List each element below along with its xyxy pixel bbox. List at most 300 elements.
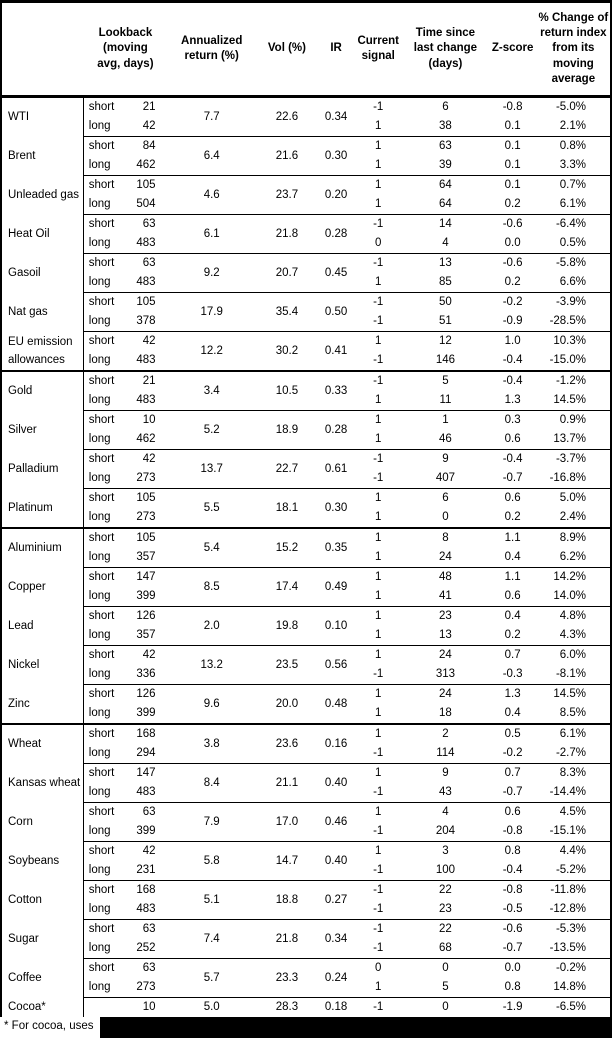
- cell-commodity-name: Copper: [1, 568, 83, 607]
- cell-pct-change: -5.8%: [537, 254, 611, 274]
- cell-annualized-return: 7.4: [168, 920, 256, 959]
- cell-side: long: [88, 354, 111, 366]
- cell-zscore: 0.1: [504, 120, 521, 132]
- cell-zscore: 0.0: [489, 959, 537, 979]
- cell-zscore: 0.4: [504, 551, 521, 563]
- cell-current-signal: 1: [354, 646, 402, 666]
- cell-lookback: 483: [136, 237, 156, 249]
- cell-side: short: [83, 842, 127, 862]
- cell-time-since-change: 114: [436, 747, 455, 759]
- cell-ir: 0.46: [318, 803, 354, 842]
- header-pct-change: % Change of return index from its moving average: [537, 2, 611, 97]
- cell-ir: 0.34: [324, 110, 348, 123]
- cell-vol: 17.4: [256, 568, 318, 607]
- cell-lookback: 399: [136, 825, 156, 837]
- cell-current-signal: -1: [373, 354, 384, 366]
- cell-time-since-change: 23: [402, 607, 488, 627]
- header-annualized-return: Annualized return (%): [168, 2, 256, 97]
- cell-zscore: 0.0: [504, 237, 521, 249]
- cell-lookback: 273: [136, 511, 156, 523]
- cell-side: long: [88, 786, 111, 798]
- cell-time-since-change: 13: [402, 254, 488, 274]
- cell-time-since-change: 313: [435, 668, 455, 680]
- table-row: [1, 411, 611, 431]
- cell-lookback: 399: [136, 707, 156, 719]
- cell-zscore: -0.8: [489, 881, 537, 901]
- cell-lookback: 147: [127, 764, 167, 784]
- cell-lookback: 483: [136, 394, 156, 406]
- cell-commodity-name: Nat gas: [1, 293, 83, 332]
- cell-current-signal: 1: [354, 803, 402, 823]
- cell-pct-change: -15.1%: [549, 825, 586, 837]
- table-row: [1, 607, 611, 627]
- cell-time-since-change: 51: [439, 315, 452, 327]
- cell-vol: 21.6: [256, 137, 318, 176]
- cell-vol: 30.2: [256, 332, 318, 372]
- table-row: [1, 842, 611, 862]
- cell-lookback: 42: [127, 646, 167, 666]
- cell-ir: 0.24: [318, 959, 354, 998]
- cell-zscore: 0.1: [489, 137, 537, 157]
- cell-lookback: 126: [127, 685, 167, 705]
- cell-time-since-change: 9: [402, 450, 488, 470]
- cell-zscore: -0.9: [502, 315, 523, 327]
- cell-pct-change: 14.8%: [553, 981, 586, 993]
- cell-time-since-change: 68: [439, 942, 452, 954]
- table-row: [1, 803, 611, 823]
- cell-side: short: [83, 332, 127, 352]
- cell-zscore: 0.3: [489, 411, 537, 431]
- cell-zscore: 0.2: [504, 198, 521, 210]
- cell-time-since-change: 13: [439, 629, 452, 641]
- cell-pct-change: 8.9%: [537, 528, 611, 548]
- cell-vol: 23.3: [256, 959, 318, 998]
- cell-annualized-return: 8.4: [168, 764, 256, 803]
- cell-pct-change: 6.1%: [559, 198, 586, 210]
- cell-annualized-return: 5.1: [168, 881, 256, 920]
- cell-ir: 0.27: [318, 881, 354, 920]
- cell-zscore: -0.8: [502, 825, 523, 837]
- cell-lookback: 483: [136, 354, 156, 366]
- cell-lookback: 378: [136, 315, 156, 327]
- cell-pct-change: -5.0%: [555, 101, 586, 113]
- cell-pct-change: 4.3%: [559, 629, 586, 641]
- cell-ir: 0.50: [318, 293, 354, 332]
- cell-side: short: [83, 215, 127, 235]
- cell-current-signal: -1: [354, 920, 402, 940]
- table-row: [1, 685, 611, 705]
- cell-zscore: -0.7: [502, 942, 523, 954]
- cell-time-since-change: 5: [442, 981, 449, 993]
- cell-annualized-return: 9.6: [168, 685, 256, 725]
- cell-pct-change: -3.9%: [537, 293, 611, 313]
- cell-lookback: 294: [136, 747, 156, 759]
- cell-annualized-return: 17.9: [168, 293, 256, 332]
- cell-zscore: 0.1: [504, 159, 521, 171]
- cell-lookback: 63: [127, 254, 167, 274]
- cell-lookback: 357: [136, 629, 156, 641]
- cell-vol: 17.0: [256, 803, 318, 842]
- table-row: [1, 568, 611, 588]
- cell-pct-change: -14.4%: [549, 786, 586, 798]
- cell-vol: 23.6: [256, 724, 318, 764]
- cell-ir: 0.34: [318, 920, 354, 959]
- cell-commodity-name: Brent: [1, 137, 83, 176]
- cell-pct-change: 6.2%: [559, 551, 586, 563]
- cell-zscore: -0.6: [489, 920, 537, 940]
- table-row: [1, 450, 611, 470]
- cell-side: short: [83, 881, 127, 901]
- cell-lookback: 273: [136, 981, 156, 993]
- cell-pct-change: -0.2%: [537, 959, 611, 979]
- cell-pct-change: 4.4%: [537, 842, 611, 862]
- table-row: [1, 137, 611, 157]
- cell-commodity-name: Soybeans: [1, 842, 83, 881]
- table-row: [1, 215, 611, 235]
- cell-time-since-change: 11: [439, 394, 452, 406]
- table-row: [1, 371, 611, 391]
- cell-ir: 0.56: [318, 646, 354, 685]
- cell-pct-change: -12.8%: [549, 903, 586, 915]
- header-row: [1, 2, 611, 97]
- cell-time-since-change: 6: [442, 101, 449, 113]
- cell-zscore: 0.6: [489, 489, 537, 509]
- cell-pct-change: 6.1%: [537, 724, 611, 744]
- cell-current-signal: -1: [373, 315, 384, 327]
- cell-annualized-return: 5.0: [168, 998, 256, 1018]
- cell-side: long: [88, 120, 111, 132]
- cell-vol: 18.9: [256, 411, 318, 450]
- cell-pct-change: 8.3%: [537, 764, 611, 784]
- cell-time-since-change: 22: [402, 920, 488, 940]
- cell-side: long: [88, 472, 111, 484]
- header-lookback: Lookback (moving avg, days): [83, 2, 167, 97]
- cell-time-since-change: 64: [439, 198, 452, 210]
- cell-lookback: 10: [127, 998, 167, 1018]
- cell-pct-change: 2.4%: [559, 511, 586, 523]
- cell-current-signal: 1: [375, 590, 382, 602]
- cell-lookback: 84: [127, 137, 167, 157]
- cell-side: short: [83, 254, 127, 274]
- cell-current-signal: 1: [375, 120, 382, 132]
- cell-time-since-change: 4: [402, 803, 488, 823]
- cell-ir: 0.20: [318, 176, 354, 215]
- cell-side: short: [83, 959, 127, 979]
- cell-ir: 0.28: [318, 411, 354, 450]
- cell-side: short: [88, 101, 115, 113]
- cell-time-since-change: 24: [402, 646, 488, 666]
- cell-zscore: 1.3: [489, 685, 537, 705]
- cell-lookback: 63: [127, 803, 167, 823]
- cell-current-signal: 1: [354, 528, 402, 548]
- cell-commodity-name: Lead: [1, 607, 83, 646]
- cell-zscore: 0.5: [489, 724, 537, 744]
- cell-annualized-return: 6.1: [168, 215, 256, 254]
- cell-current-signal: -1: [373, 747, 384, 759]
- cell-commodity-name: Platinum: [1, 489, 83, 529]
- cell-current-signal: -1: [373, 942, 384, 954]
- cell-ir: 0.48: [318, 685, 354, 725]
- cell-side: short: [83, 371, 127, 391]
- cell-side: long: [88, 551, 111, 563]
- cell-lookback: 483: [136, 786, 156, 798]
- cell-zscore: 1.1: [489, 528, 537, 548]
- table-row: [1, 332, 611, 352]
- cell-commodity-name: WTI: [1, 97, 83, 137]
- cell-time-since-change: 85: [439, 276, 452, 288]
- cell-side: [83, 998, 127, 1018]
- cell-current-signal: 1: [354, 842, 402, 862]
- cell-zscore: -0.4: [502, 354, 523, 366]
- cell-vol: 14.7: [256, 842, 318, 881]
- cell-lookback: 10: [127, 411, 167, 431]
- cell-zscore: -0.7: [502, 786, 523, 798]
- cell-current-signal: 1: [375, 159, 382, 171]
- cell-pct-change: -6.5%: [537, 998, 611, 1018]
- header-zscore: Z-score: [489, 2, 537, 97]
- cell-commodity-name: Gold: [1, 371, 83, 411]
- cell-current-signal: -1: [373, 786, 384, 798]
- cell-lookback: 462: [136, 159, 156, 171]
- cell-zscore: -0.4: [489, 450, 537, 470]
- cell-pct-change: 3.3%: [559, 159, 586, 171]
- cell-commodity-name: Sugar: [1, 920, 83, 959]
- cell-side: long: [88, 276, 111, 288]
- cell-commodity-name: Corn: [1, 803, 83, 842]
- table-row: [1, 489, 611, 509]
- cell-current-signal: 1: [375, 629, 382, 641]
- cell-zscore: 1.1: [489, 568, 537, 588]
- cell-side: short: [83, 528, 127, 548]
- cell-ir: 0.49: [318, 568, 354, 607]
- cell-commodity-name: Nickel: [1, 646, 83, 685]
- cell-commodity-name: Wheat: [1, 724, 83, 764]
- cell-lookback: 336: [136, 668, 156, 680]
- cell-current-signal: 1: [354, 332, 402, 352]
- cell-time-since-change: 0: [442, 511, 449, 523]
- cell-side: short: [83, 920, 127, 940]
- cell-side: short: [83, 137, 127, 157]
- cell-ir: 0.30: [318, 137, 354, 176]
- cell-current-signal: -1: [354, 293, 402, 313]
- cell-time-since-change: 48: [402, 568, 488, 588]
- cell-pct-change: 8.5%: [559, 707, 586, 719]
- cell-commodity-name: Silver: [1, 411, 83, 450]
- cell-vol: 23.7: [256, 176, 318, 215]
- cell-lookback: 126: [127, 607, 167, 627]
- cell-side: short: [83, 803, 127, 823]
- cell-zscore: -0.6: [489, 215, 537, 235]
- cell-zscore: 0.4: [504, 707, 521, 719]
- cell-ir: 0.40: [318, 842, 354, 881]
- cell-side: short: [83, 411, 127, 431]
- cell-annualized-return: 13.7: [168, 450, 256, 489]
- cell-current-signal: 1: [354, 724, 402, 744]
- header-vol: Vol (%): [256, 2, 318, 97]
- cell-commodity-name: Kansas wheat: [1, 764, 83, 803]
- cell-side: long: [88, 433, 111, 445]
- cell-zscore: -0.5: [502, 903, 523, 915]
- table-row: [1, 959, 611, 979]
- cell-lookback: 21: [142, 101, 156, 113]
- table-row: [1, 176, 611, 196]
- cell-time-since-change: 24: [402, 685, 488, 705]
- cell-zscore: 1.3: [504, 394, 521, 406]
- cell-side: long: [88, 942, 111, 954]
- cell-pct-change: 0.7%: [537, 176, 611, 196]
- cell-lookback: 42: [127, 842, 167, 862]
- cell-time-since-change: 18: [439, 707, 452, 719]
- cell-time-since-change: 0: [402, 998, 488, 1018]
- cell-time-since-change: 38: [439, 120, 452, 132]
- cell-zscore: 0.7: [489, 764, 537, 784]
- cell-pct-change: -3.7%: [537, 450, 611, 470]
- cell-annualized-return: 5.7: [168, 959, 256, 998]
- cell-ir: 0.33: [318, 371, 354, 411]
- cell-commodity-name: Cocoa*: [1, 998, 83, 1018]
- table-row: [1, 998, 611, 1018]
- cell-vol: 18.8: [256, 881, 318, 920]
- cell-pct-change: -8.1%: [555, 668, 586, 680]
- cell-annualized-return: 4.6: [168, 176, 256, 215]
- cell-time-since-change: 22: [402, 881, 488, 901]
- cell-side: long: [88, 394, 111, 406]
- cell-pct-change: 4.8%: [537, 607, 611, 627]
- cell-current-signal: 1: [354, 568, 402, 588]
- cell-time-since-change: 46: [439, 433, 452, 445]
- cell-side: short: [83, 176, 127, 196]
- cell-commodity-name: Heat Oil: [1, 215, 83, 254]
- redacted-bar: [0, 1017, 612, 1038]
- cell-annualized-return: 5.5: [168, 489, 256, 529]
- cell-commodity-name: Coffee: [1, 959, 83, 998]
- cell-lookback: 42: [142, 120, 156, 132]
- cell-lookback: 504: [136, 198, 156, 210]
- cell-lookback: 273: [136, 472, 156, 484]
- cell-current-signal: -1: [373, 825, 384, 837]
- cell-annualized-return: 7.9: [168, 803, 256, 842]
- table-row: [1, 97, 611, 118]
- cell-side: long: [88, 315, 111, 327]
- cell-zscore: -0.2: [489, 293, 537, 313]
- cell-current-signal: 1: [354, 137, 402, 157]
- cell-zscore: -1.9: [489, 998, 537, 1018]
- cell-time-since-change: 1: [402, 411, 488, 431]
- cell-lookback: 231: [136, 864, 156, 876]
- cell-pct-change: 2.1%: [559, 120, 586, 132]
- cell-vol: 18.1: [256, 489, 318, 529]
- cell-vol: 19.8: [256, 607, 318, 646]
- cell-zscore: 0.8: [504, 981, 521, 993]
- cell-current-signal: -1: [354, 450, 402, 470]
- cell-time-since-change: 41: [439, 590, 452, 602]
- cell-commodity-name: Palladium: [1, 450, 83, 489]
- cell-ir: 0.18: [318, 998, 354, 1018]
- cell-pct-change: -28.5%: [549, 315, 586, 327]
- cell-time-since-change: 6: [402, 489, 488, 509]
- cell-zscore: 0.6: [489, 803, 537, 823]
- cell-time-since-change: 39: [439, 159, 452, 171]
- table-row: [1, 920, 611, 940]
- cell-pct-change: -2.7%: [555, 747, 586, 759]
- cell-zscore: 0.4: [489, 607, 537, 627]
- cell-time-since-change: 5: [402, 371, 488, 391]
- cell-current-signal: -1: [354, 215, 402, 235]
- cell-zscore: 0.2: [504, 511, 521, 523]
- cell-zscore: 0.2: [504, 629, 521, 641]
- cell-pct-change: 6.0%: [537, 646, 611, 666]
- cell-vol: 21.8: [256, 920, 318, 959]
- cell-lookback: 63: [127, 959, 167, 979]
- cell-pct-change: 4.5%: [537, 803, 611, 823]
- cell-time-since-change: 50: [402, 293, 488, 313]
- cell-current-signal: 1: [375, 198, 382, 210]
- cell-lookback: 168: [127, 724, 167, 744]
- cell-current-signal: 1: [375, 707, 382, 719]
- cell-time-since-change: 2: [402, 724, 488, 744]
- cell-lookback: 42: [127, 450, 167, 470]
- cell-lookback: 357: [136, 551, 156, 563]
- table-row: [1, 293, 611, 313]
- cell-side: long: [88, 198, 111, 210]
- cell-pct-change: 14.5%: [553, 394, 586, 406]
- cell-zscore: 0.6: [504, 590, 521, 602]
- cell-annualized-return: 9.2: [168, 254, 256, 293]
- cell-annualized-return: 8.5: [168, 568, 256, 607]
- cell-ir: 0.10: [318, 607, 354, 646]
- cell-time-since-change: 146: [435, 354, 455, 366]
- cell-annualized-return: 7.7: [203, 110, 220, 123]
- cell-ir: 0.45: [318, 254, 354, 293]
- cell-annualized-return: 6.4: [168, 137, 256, 176]
- cell-side: long: [88, 864, 111, 876]
- cell-commodity-name: Aluminium: [1, 528, 83, 568]
- cell-pct-change: -5.3%: [537, 920, 611, 940]
- cell-annualized-return: 5.8: [168, 842, 256, 881]
- cell-current-signal: 1: [375, 276, 382, 288]
- cell-pct-change: 14.2%: [537, 568, 611, 588]
- cell-annualized-return: 13.2: [168, 646, 256, 685]
- cell-zscore: 1.0: [489, 332, 537, 352]
- cell-side: short: [83, 607, 127, 627]
- cell-annualized-return: 5.2: [168, 411, 256, 450]
- cell-side: long: [88, 237, 111, 249]
- cell-time-since-change: 3: [402, 842, 488, 862]
- cell-side: long: [88, 629, 111, 641]
- cell-lookback: 399: [136, 590, 156, 602]
- cell-time-since-change: 23: [439, 903, 452, 915]
- cell-side: long: [88, 903, 111, 915]
- cell-pct-change: -13.5%: [549, 942, 586, 954]
- cell-current-signal: -1: [354, 998, 402, 1018]
- cell-pct-change: 5.0%: [537, 489, 611, 509]
- cell-zscore: -0.7: [502, 472, 523, 484]
- cell-annualized-return: 3.8: [168, 724, 256, 764]
- cell-pct-change: 14.0%: [553, 590, 586, 602]
- cell-pct-change: 0.9%: [537, 411, 611, 431]
- cell-pct-change: -16.8%: [549, 472, 586, 484]
- cell-side: short: [83, 685, 127, 705]
- cell-time-since-change: 14: [402, 215, 488, 235]
- cell-current-signal: 0: [375, 237, 382, 249]
- cell-time-since-change: 0: [402, 959, 488, 979]
- cell-lookback: 63: [127, 215, 167, 235]
- cell-vol: 22.6: [275, 110, 299, 123]
- cell-pct-change: 14.5%: [537, 685, 611, 705]
- cell-zscore: -0.4: [489, 371, 537, 391]
- cell-time-since-change: 4: [442, 237, 449, 249]
- cell-side: short: [83, 764, 127, 784]
